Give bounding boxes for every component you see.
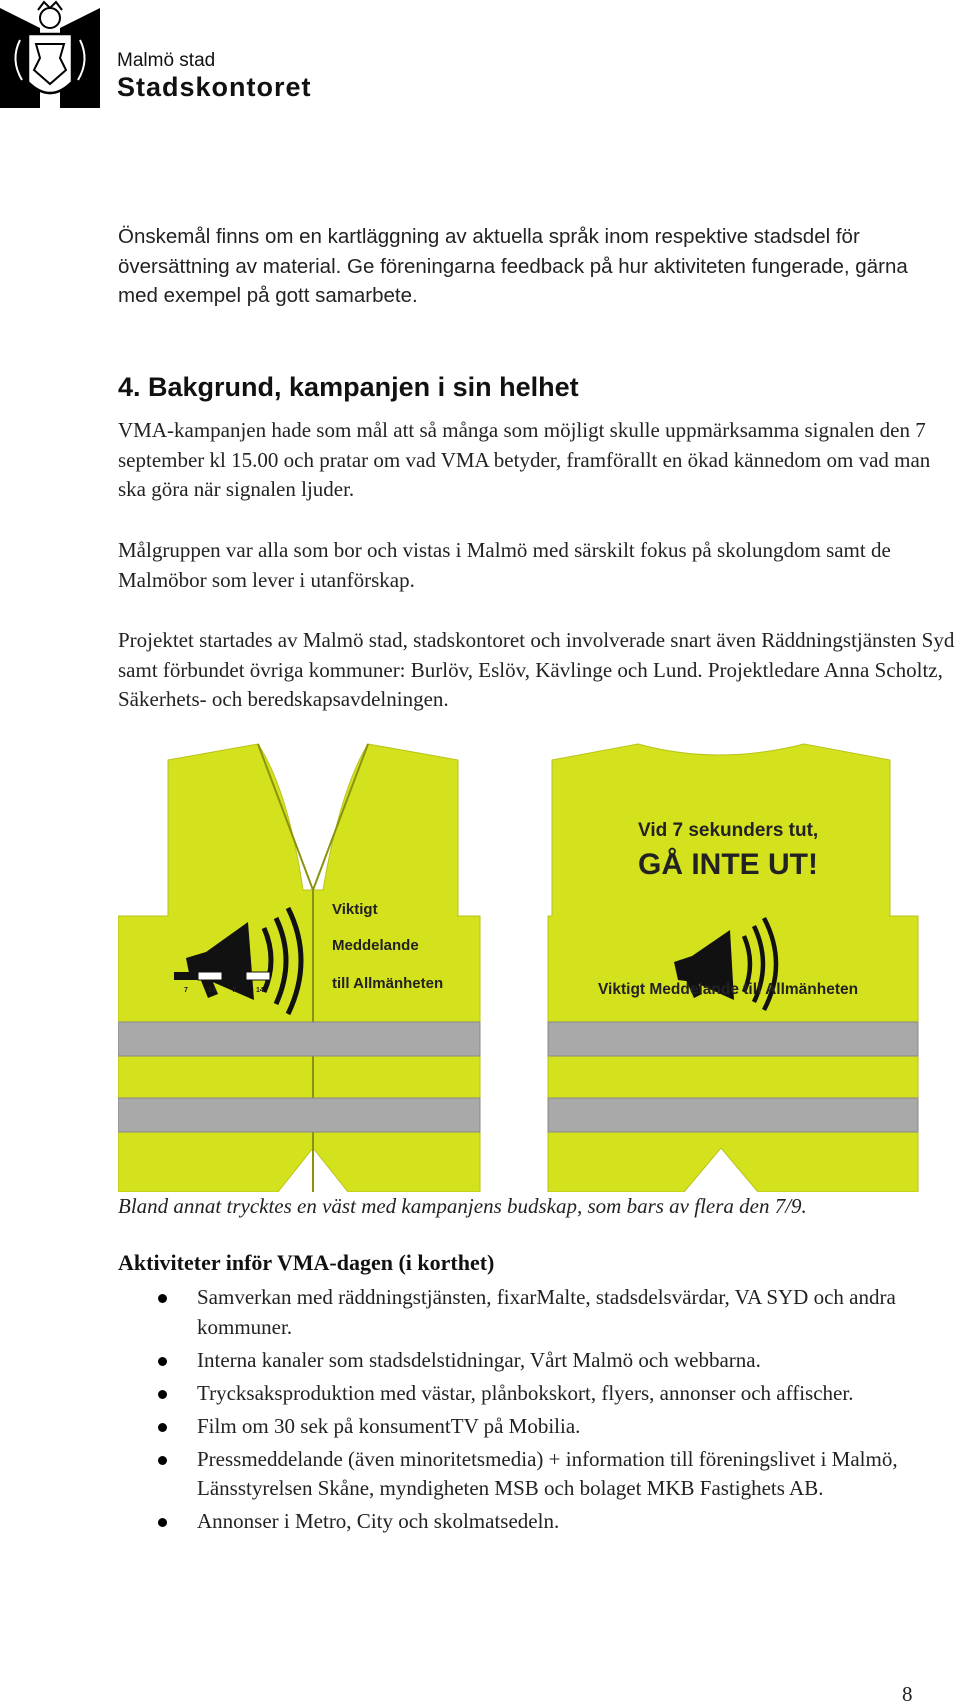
list-item <box>118 1283 958 1342</box>
bullet-icon <box>158 1518 167 1527</box>
list-item <box>118 1412 958 1442</box>
list-item-text: Interna kanaler som stadsdelstidningar, Vårt Malmö och webbarna. <box>197 1347 761 1372</box>
paragraph-project-start: Projektet startades av Malmö stad, stadskontoret och involverade snart även Räddningstjänsten Syd samt förbundet övriga kommuner: Burlöv, Eslöv, Kävlinge och Lund. Projektledare Anna Scholtz, Säkerhets- och beredskapsavdelningen. <box>118 628 955 711</box>
front-vest-line1: Viktigt <box>332 901 378 918</box>
org-name-department: Stadskontoret <box>117 72 312 102</box>
list-item <box>118 1346 958 1376</box>
list-item <box>118 1507 958 1537</box>
activities-heading: Aktiviteter inför VMA-dagen (i korthet) <box>118 1250 495 1275</box>
vest-figure <box>118 740 958 1192</box>
bullet-icon <box>158 1456 167 1465</box>
scale-label: 7 <box>184 987 188 994</box>
paragraph-campaign-goal: VMA-kampanjen hade som mål att så många som möjligt skulle uppmärksamma signalen den 7 september kl 15.00 och pratar om vad VMA betyder, framförallt en ökad kännedom om vad man ska göra när signalen ljuder. <box>118 418 931 501</box>
bullet-icon <box>158 1357 167 1366</box>
scale-label: 14 <box>256 987 264 994</box>
front-vest-line2: Meddelande <box>332 937 419 954</box>
org-name-small: Malmö stad <box>117 50 216 71</box>
bullet-icon <box>158 1423 167 1432</box>
list-item-text: Pressmeddelande (även minoritetsmedia) + information till föreningslivet i Malmö, Länsstyrelsen Skåne, myndigheten MSB och bolaget MKB Fastighets AB. <box>197 1446 898 1500</box>
list-item-text: Samverkan med räddningstjänsten, fixarMalte, stadsdelsvärdar, VA SYD och andra kommuner. <box>197 1285 896 1339</box>
page-number: 8 <box>902 1682 913 1706</box>
scale-label: 14 <box>208 987 216 994</box>
malmo-coat-of-arms-logo <box>0 0 100 108</box>
front-vest-line3: till Allmänheten <box>332 975 444 992</box>
bullet-icon <box>158 1390 167 1399</box>
intro-paragraph: Önskemål finns om en kartläggning av aktuella språk inom respektive stadsdel för översättning av material. Ge föreningarna feedback på hur aktiviteten fungerade, gärna med exempel på gott samarbete. <box>118 225 908 307</box>
activities-list <box>118 1283 958 1540</box>
list-item-text: Trycksaksproduktion med västar, plånbokskort, flyers, annonser och affischer. <box>197 1380 854 1405</box>
list-item <box>118 1379 958 1409</box>
paragraph-target-group: Målgruppen var alla som bor och vistas i Malmö med särskilt fokus på skolungdom samt de Malmöbor som lever i utanförskap. <box>118 538 891 592</box>
figure-caption: Bland annat trycktes en väst med kampanjens budskap, som bars av flera den 7/9. <box>118 1194 807 1218</box>
list-item-text: Annonser i Metro, City och skolmatsedeln. <box>197 1509 560 1533</box>
list-item <box>118 1445 958 1504</box>
back-vest-footer: Viktigt Meddelande till Allmänheten <box>598 981 859 998</box>
back-vest-headline1: Vid 7 sekunders tut, <box>638 820 819 841</box>
bullet-icon <box>158 1294 167 1303</box>
list-item-text: Film om 30 sek på konsumentTV på Mobilia. <box>197 1413 581 1438</box>
scale-label: 7 <box>232 987 236 994</box>
back-vest-headline2: GÅ INTE UT! <box>638 848 818 881</box>
page-header <box>0 0 480 110</box>
section-heading: 4. Bakgrund, kampanjen i sin helhet <box>118 372 579 402</box>
back-vest <box>548 744 918 1192</box>
